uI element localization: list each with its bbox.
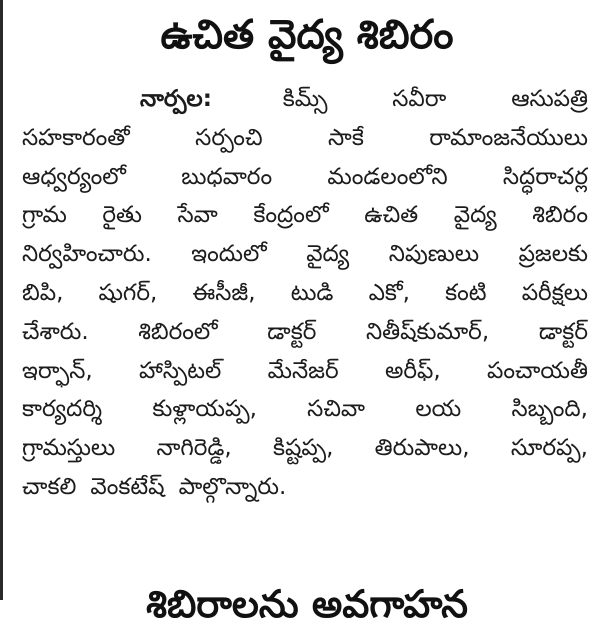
article-word: శిబిరం xyxy=(532,202,588,229)
article-word: కిష్టప్ప, xyxy=(273,435,334,462)
article-word: సాకే xyxy=(327,124,364,151)
article-line xyxy=(22,196,588,235)
article-word: సిద్ధరాచర్ల xyxy=(502,163,588,190)
article-line xyxy=(22,158,588,197)
article-body xyxy=(22,80,588,507)
article-word: ఉచిత xyxy=(364,202,419,229)
article-line xyxy=(22,390,588,429)
article-word: బిపి, xyxy=(22,279,64,306)
article-word: కార్యదర్శి xyxy=(22,396,103,423)
article-word: లయ xyxy=(415,396,462,423)
article-word: చాకలి xyxy=(22,473,77,500)
article-word: సహకారంతో xyxy=(22,124,130,151)
article-word: పరీక్షలు xyxy=(521,279,588,306)
article-word: కంటి xyxy=(445,279,487,306)
article-word: ఆసుపత్రి xyxy=(511,86,588,112)
article-line xyxy=(22,80,588,119)
article-word: సేవా xyxy=(177,202,218,229)
article-word: గ్రామస్తులు xyxy=(22,435,116,462)
article-word: డాక్టర్ xyxy=(267,318,317,345)
article-line xyxy=(22,429,588,468)
article-word: కిమ్స్ xyxy=(282,86,328,112)
article-word: గ్రామ xyxy=(22,202,67,229)
article-word: హాస్పిటల్ xyxy=(139,357,222,384)
article-word: ఎకో, xyxy=(368,279,410,306)
article-word: సిబ్బంది, xyxy=(511,396,588,423)
article-line xyxy=(22,119,588,158)
article-line xyxy=(22,313,588,352)
article-word: టుడి xyxy=(290,279,334,306)
article-word: మేనేజర్ xyxy=(267,357,339,384)
article-word: ఇందులో xyxy=(191,241,267,268)
article-word: డాక్టర్ xyxy=(538,318,588,345)
article-word: నాగిరెడ్డి, xyxy=(156,435,232,462)
article-word: ఆధ్వర్యంలో xyxy=(22,163,126,190)
article-line xyxy=(22,274,588,313)
article-word: సూరప్ప, xyxy=(510,435,588,462)
article-word: సర్పంచి xyxy=(195,124,263,151)
article-word: పంచాయతీ xyxy=(487,357,588,384)
article-word: శిబిరంలో xyxy=(138,318,218,345)
article-word: మండలంలోని xyxy=(327,163,448,190)
article-word: రామాంజనేయులు xyxy=(429,124,588,151)
article-word: కేంద్రంలో xyxy=(253,202,329,229)
article-headline: ఉచిత వైద్య శిబిరం xyxy=(160,12,454,58)
article-word: ప్రజలకు xyxy=(518,241,588,268)
next-article-headline-fragment: శిబిరాలను అవగాహన xyxy=(146,582,468,626)
article-word: తిరుపాలు, xyxy=(374,435,470,462)
article-word: రైతు xyxy=(102,202,142,229)
article-word: అరీఫ్, xyxy=(384,357,441,384)
article-word: నిర్వహించారు. xyxy=(22,241,152,268)
article-word: కుళ్లాయప్ప, xyxy=(152,396,257,423)
article-word: నిపుణులు xyxy=(388,241,480,268)
article-word: పాల్గొన్నారు. xyxy=(178,473,287,500)
article-line xyxy=(22,235,588,274)
dateline: నార్పల: xyxy=(140,86,212,112)
article-line xyxy=(22,468,588,507)
column-rule xyxy=(0,0,3,600)
article-word: సచివా xyxy=(307,396,366,423)
article-word: బుధవారం xyxy=(181,163,273,190)
article-word: ఇర్ఫాన్, xyxy=(22,357,93,384)
article-word: సవీరా xyxy=(392,86,447,112)
article-word: వెంకటేష్ xyxy=(90,473,165,500)
article-word: నితీష్‌కుమార్, xyxy=(365,318,490,345)
article-word: చేశారు. xyxy=(22,318,89,345)
article-word: షుగర్, xyxy=(98,279,158,306)
article-word: వైద్య xyxy=(306,241,350,268)
article-word: వైద్య xyxy=(453,202,497,229)
article-word: ఈసీజీ, xyxy=(192,279,256,306)
article-line xyxy=(22,352,588,391)
